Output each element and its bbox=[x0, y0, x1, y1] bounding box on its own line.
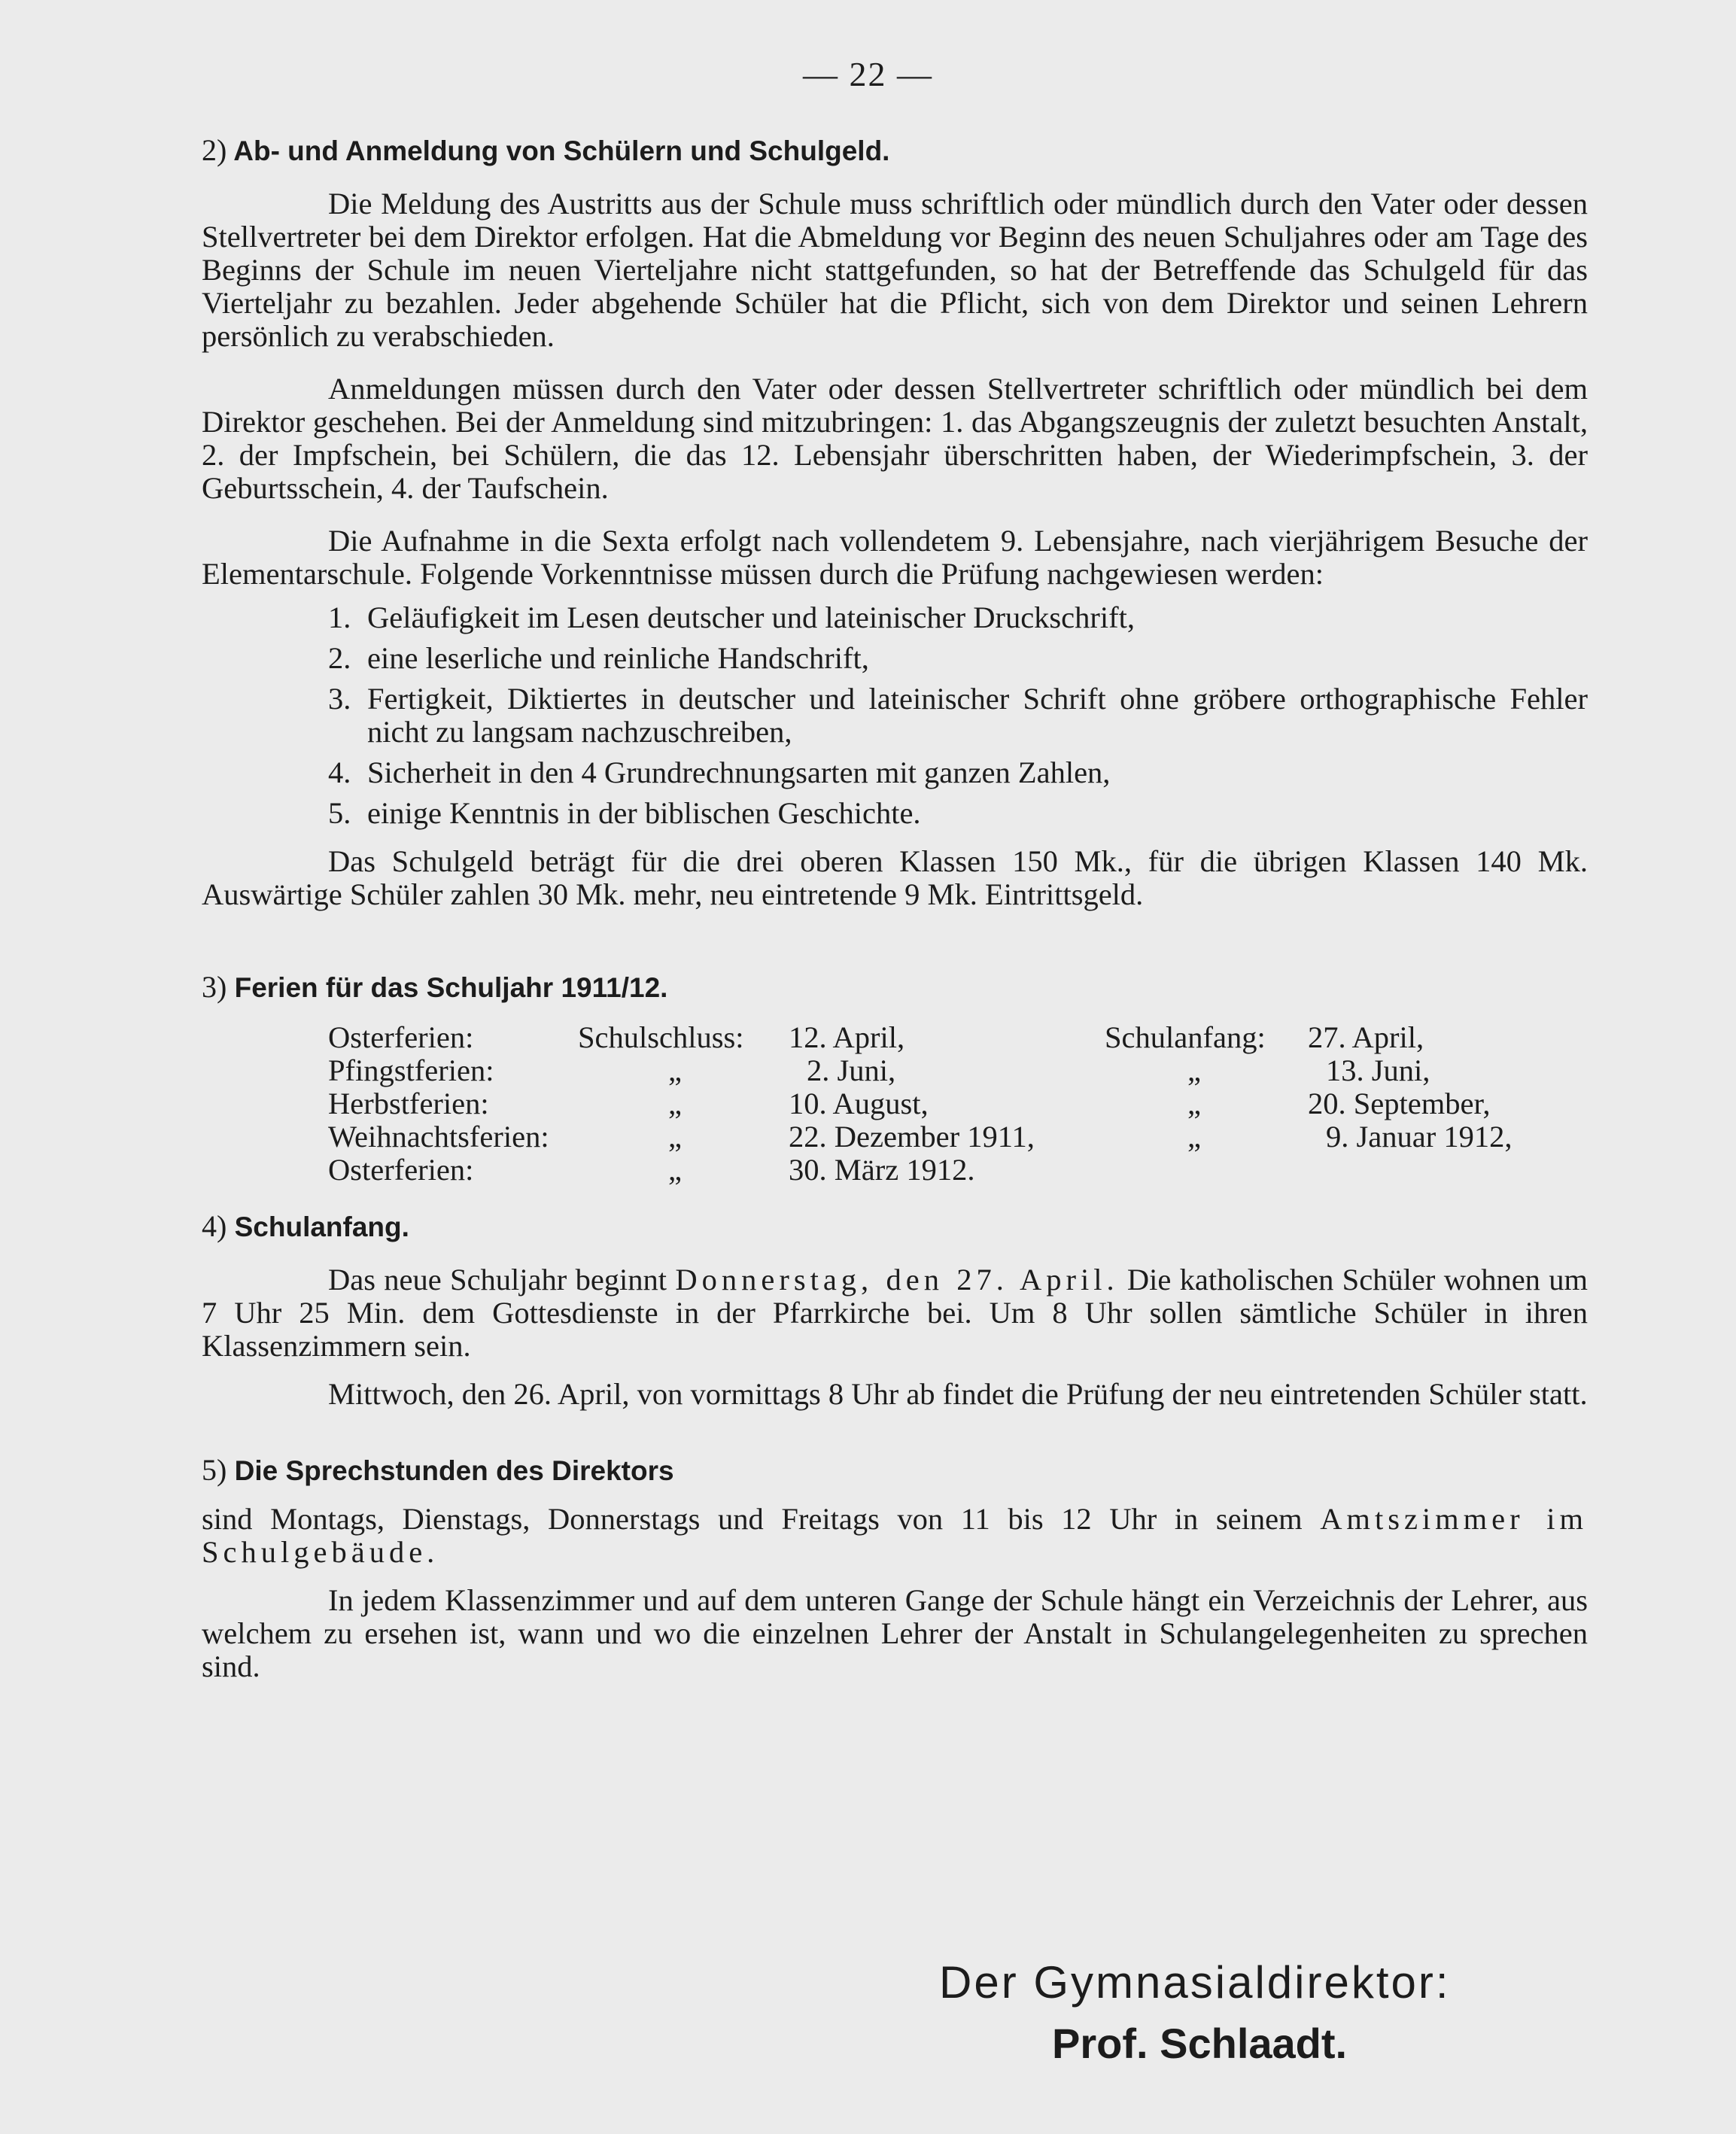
section-2-title: Ab- und Anmeldung von Schülern und Schulgeld. bbox=[233, 135, 890, 166]
table-row: Osterferien: „ 30. März 1912. bbox=[328, 1153, 975, 1187]
section-2-heading bbox=[202, 134, 1588, 168]
table-row: Herbstferien: „ 10. August, „ 20. September, bbox=[328, 1087, 1491, 1120]
holiday-table bbox=[328, 1021, 1512, 1187]
office-emphasis: Amtszimmer im Schulgebäude. bbox=[202, 1502, 1588, 1569]
section-5-heading bbox=[202, 1454, 1588, 1488]
section-4-number: 4) bbox=[202, 1209, 227, 1243]
signature-title: Der Gymnasialdirektor: bbox=[939, 1957, 1451, 2008]
section-3-title: Ferien für das Schuljahr 1911/12. bbox=[234, 972, 668, 1003]
list-item: 2. eine leserliche und reinliche Handschrift, bbox=[328, 641, 869, 675]
list-item: 1. Geläufigkeit im Lesen deutscher und lateinischer Druckschrift, bbox=[328, 600, 1136, 634]
list-item: 5. einige Kenntnis in der biblischen Geschichte. bbox=[328, 796, 921, 830]
table-row: Osterferien: Schulschluss: 12. April, Schulanfang: 27. April, bbox=[328, 1020, 1424, 1054]
section-5-paragraph-2: In jedem Klassenzimmer und auf dem unteren Gange der Schule hängt ein Verzeichnis der Lehrer, aus welchem zu ersehen ist, wann und wo die einzelnen Lehrer der Anstalt in Schulangelegenheiten zu sprechen sind. bbox=[202, 1583, 1588, 1683]
section-2 bbox=[202, 134, 1588, 911]
section-3-heading bbox=[202, 971, 1588, 1005]
section-2-number: 2) bbox=[202, 133, 227, 167]
start-date-emphasis: Donnerstag, den 27. April. bbox=[675, 1263, 1119, 1297]
list-item: 4. Sicherheit in den 4 Grundrechnungsarten mit ganzen Zahlen, bbox=[328, 755, 1111, 789]
section-5 bbox=[202, 1454, 1588, 1683]
section-5-paragraph-1: sind Montags, Dienstags, Donnerstags und Freitags von 11 bis 12 Uhr in seinem Amtszimmer im Schulgebäude. bbox=[202, 1502, 1588, 1569]
list-item: 3. Fertigkeit, Diktiertes in deutscher und lateinischer Schrift ohne gröbere orthographische Fehler nicht zu langsam nachzuschreiben, bbox=[328, 682, 1588, 749]
table-row: Weihnachtsferien: „ 22. Dezember 1911, „ 9. Januar 1912, bbox=[328, 1120, 1513, 1154]
section-3 bbox=[202, 971, 1588, 1187]
section-4-paragraph-2: Mittwoch, den 26. April, von vormittags 8 Uhr ab findet die Prüfung der neu eintretenden Schüler statt. bbox=[328, 1377, 1588, 1411]
table-row: Pfingstferien: „ 2. Juni, „ 13. Juni, bbox=[328, 1053, 1430, 1087]
section-5-number: 5) bbox=[202, 1453, 227, 1487]
section-3-number: 3) bbox=[202, 970, 227, 1004]
section-4-heading bbox=[202, 1210, 1588, 1244]
section-4 bbox=[202, 1210, 1588, 1411]
section-2-paragraph-4: Das Schulgeld beträgt für die drei oberen Klassen 150 Mk., für die übrigen Klassen 140 Mk. Auswärtige Schüler zahlen 30 Mk. mehr, neu eintretende 9 Mk. Eintrittsgeld. bbox=[202, 844, 1588, 911]
section-2-paragraph-3: Die Aufnahme in die Sexta erfolgt nach vollendetem 9. Lebensjahre, nach vierjährigem Besuche der Elementarschule. Folgende Vorkenntnisse müssen durch die Prüfung nachgewiesen werden: bbox=[202, 524, 1588, 591]
section-5-title: Die Sprechstunden des Direktors bbox=[234, 1455, 674, 1486]
section-4-title: Schulanfang. bbox=[234, 1211, 409, 1242]
requirements-list bbox=[202, 601, 1588, 830]
section-2-paragraph-2: Anmeldungen müssen durch den Vater oder dessen Stellvertreter schriftlich oder mündlich bei dem Direktor geschehen. Bei der Anmeldung sind mitzubringen: 1. das Abgangszeugnis der zuletzt besuchten Anstalt, 2. der Impfschein, bei Schülern, die das 12. Lebensjahr überschritten haben, der Wiederimpfschein, 3. der Geburtsschein, 4. der Taufschein. bbox=[202, 372, 1588, 505]
signature-name: Prof. Schlaadt. bbox=[1052, 2020, 1348, 2067]
section-4-paragraph-1: Das neue Schuljahr beginnt Donnerstag, den 27. April. Die katholischen Schüler wohnen um 7 Uhr 25 Min. dem Gottesdienste in der Pfarrkirche bei. Um 8 Uhr sollen sämtliche Schüler in ihren Klassenzimmern sein. bbox=[202, 1263, 1588, 1363]
page-number: — 22 — bbox=[803, 55, 933, 93]
signature-block bbox=[939, 1956, 1541, 2068]
section-2-paragraph-1: Die Meldung des Austritts aus der Schule muss schriftlich oder mündlich durch den Vater oder dessen Stellvertreter bei dem Direktor erfolgen. Hat die Abmeldung vor Beginn des neuen Schuljahres oder am Tage des Beginns der Schule im neuen Vierteljahre nicht stattgefunden, so hat der Betreffende das Schulgeld für das Vierteljahr zu bezahlen. Jeder abgehende Schüler hat die Pflicht, sich von dem Direktor und seinen Lehrern persönlich zu verabschieden. bbox=[202, 187, 1588, 353]
